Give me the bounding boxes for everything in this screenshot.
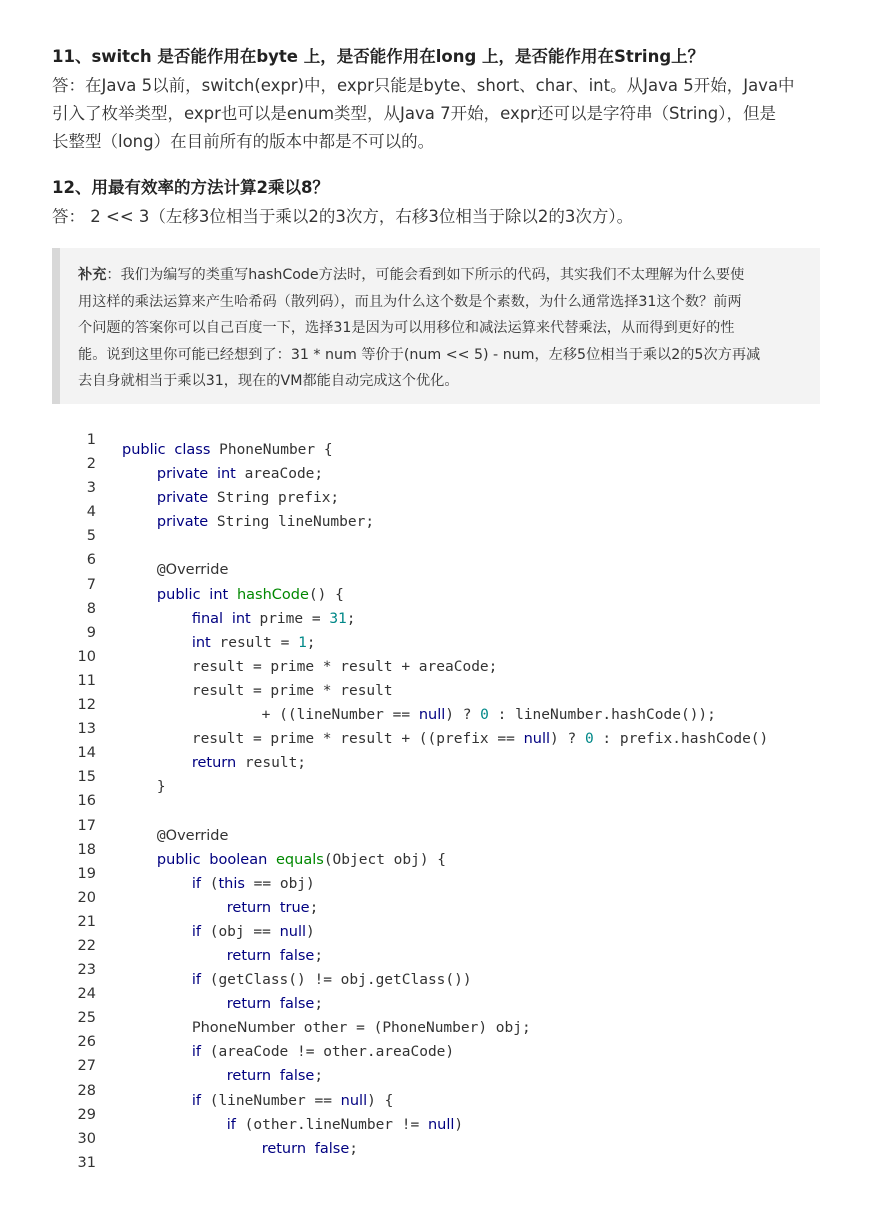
code-text: public class PhoneNumber { <box>122 442 333 458</box>
line-number: 15 <box>77 769 96 786</box>
code-text: if (this == obj) <box>191 875 315 892</box>
line-number: 13 <box>77 721 96 738</box>
code-line <box>72 937 832 968</box>
line-number: 29 <box>77 1106 96 1123</box>
code-line <box>72 1010 832 1040</box>
line-number: 23 <box>77 962 96 979</box>
code-text: if (getClass() != obj.getClass()) <box>191 972 472 989</box>
code-block <box>72 432 832 1185</box>
code-line <box>72 1130 832 1161</box>
code-line <box>72 1082 832 1113</box>
supplement-note <box>52 248 820 404</box>
line-number: 5 <box>86 528 96 545</box>
code-text: @Override <box>122 827 229 844</box>
code-line <box>72 745 832 775</box>
line-number: 1 <box>86 432 96 448</box>
code-text: public boolean equals(Object obj) { <box>156 851 447 868</box>
note-line: 能。说到这里你可能已经想到了：31 * num 等价于(num << 5) - num，左移5位相当于乘以2的5次方再减 <box>78 346 761 363</box>
answer-line: 答： 2 << 3（左移3位相当于乘以2的3次方，右移3位相当于除以2的3次方）。 <box>52 207 634 226</box>
code-text: if (areaCode != other.areaCode) <box>191 1044 455 1061</box>
line-number: 21 <box>77 913 96 930</box>
code-text: return result; <box>191 755 307 772</box>
code-line <box>72 1058 832 1088</box>
question-11-title: 11、switch 是否能作用在byte 上，是否能作用在long 上，是否能作用在String上？ <box>52 47 705 66</box>
code-line <box>72 1106 832 1137</box>
line-number: 24 <box>77 986 96 1003</box>
code-line <box>72 913 832 944</box>
code-line <box>72 552 832 582</box>
line-number: 25 <box>77 1010 96 1027</box>
code-text: PhoneNumber other = (PhoneNumber) obj; <box>191 1020 531 1037</box>
line-number: 14 <box>77 745 96 762</box>
note-label: 补充 <box>78 267 107 283</box>
code-line <box>72 697 832 727</box>
code-text: return false; <box>226 1068 324 1085</box>
note-text: ：我们为编写的类重写hashCode方法时，可能会看到如下所示的代码，其实我们不太理解为什么要使 <box>106 267 745 283</box>
line-number: 4 <box>86 504 96 521</box>
line-number: 11 <box>77 672 96 689</box>
code-text: private String prefix; <box>156 490 340 507</box>
code-text: return true; <box>226 899 319 916</box>
code-text: + ((lineNumber == null) ? 0 : lineNumber.hashCode()); <box>122 707 716 724</box>
line-number: 12 <box>77 697 96 714</box>
line-number: 8 <box>86 600 96 617</box>
line-number: 17 <box>77 817 96 834</box>
code-line <box>72 432 832 462</box>
question-12-title: 12、用最有效率的方法计算2乘以8？ <box>52 178 329 197</box>
code-line <box>72 889 832 920</box>
code-line <box>72 769 832 799</box>
code-line <box>72 456 832 486</box>
line-number: 6 <box>86 552 96 569</box>
answer-line: 引入了枚举类型，expr也可以是enum类型，从Java 7开始，expr还可以是字符串（String），但是 <box>52 104 776 123</box>
code-line <box>72 986 832 1016</box>
code-line <box>72 793 832 823</box>
code-line <box>72 817 832 848</box>
code-line <box>72 962 832 992</box>
line-number: 16 <box>77 793 96 810</box>
code-text: } <box>122 779 166 796</box>
answer-line: 长整型（long）在目前所有的版本中都是不可以的。 <box>52 132 435 151</box>
code-text: public int hashCode() { <box>156 586 344 603</box>
code-line <box>72 528 832 558</box>
code-text: return false; <box>226 947 324 964</box>
code-text: result = prime * result + ((prefix == null) ? 0 : prefix.hashCode() <box>122 731 769 748</box>
line-number: 22 <box>77 937 96 954</box>
code-text: result = prime * result <box>122 682 393 699</box>
line-number: 18 <box>77 841 96 858</box>
answer-line: 答：在Java 5以前，switch(expr)中，expr只能是byte、short、char、int。从Java 5开始，Java中 <box>52 76 795 95</box>
question-12-answer <box>52 203 832 231</box>
code-text: if (obj == null) <box>191 923 315 940</box>
code-line <box>72 624 832 655</box>
code-text: private int areaCode; <box>156 466 324 483</box>
note-line: 个问题的答案你可以自己百度一下，选择31是因为可以用移位和减法运算来代替乘法，从而得到更好的性 <box>78 320 735 336</box>
code-line <box>72 576 832 607</box>
code-line <box>72 841 832 872</box>
code-text: if (other.lineNumber != null) <box>226 1116 464 1133</box>
code-text: if (lineNumber == null) { <box>191 1092 394 1109</box>
line-number: 19 <box>77 865 96 882</box>
line-number: 9 <box>86 624 96 641</box>
code-line <box>72 600 832 631</box>
code-line <box>72 1154 832 1185</box>
code-line <box>72 648 832 679</box>
note-line: 用这样的乘法运算来产生哈希码（散列码），而且为什么这个数是个素数，为什么通常选择31这个数？前两 <box>78 293 742 310</box>
code-text: result = prime * result + areaCode; <box>122 658 498 675</box>
code-line <box>72 721 832 751</box>
line-number: 20 <box>77 889 96 906</box>
code-line <box>72 1034 832 1064</box>
line-number: 10 <box>77 648 96 665</box>
line-number: 3 <box>86 480 96 497</box>
note-line <box>78 262 806 289</box>
line-number: 30 <box>77 1130 96 1147</box>
line-number: 27 <box>77 1058 96 1075</box>
question-11-answer <box>52 72 832 156</box>
code-text: final int prime = 31; <box>191 610 356 627</box>
line-number: 26 <box>77 1034 96 1051</box>
code-text: int result = 1; <box>191 634 316 651</box>
code-text: return false; <box>226 996 324 1013</box>
code-line <box>72 480 832 510</box>
code-text: private String lineNumber; <box>156 514 375 531</box>
line-number: 2 <box>86 456 96 473</box>
line-number: 7 <box>86 576 96 593</box>
code-line <box>72 865 832 896</box>
code-text: return false; <box>261 1140 358 1157</box>
line-number: 31 <box>77 1154 96 1171</box>
code-line <box>72 504 832 534</box>
code-text: @Override <box>122 562 229 579</box>
note-line: 去自身就相当于乘以31，现在的VM都能自动完成这个优化。 <box>78 373 459 389</box>
line-number: 28 <box>77 1082 96 1099</box>
code-line <box>72 672 832 703</box>
